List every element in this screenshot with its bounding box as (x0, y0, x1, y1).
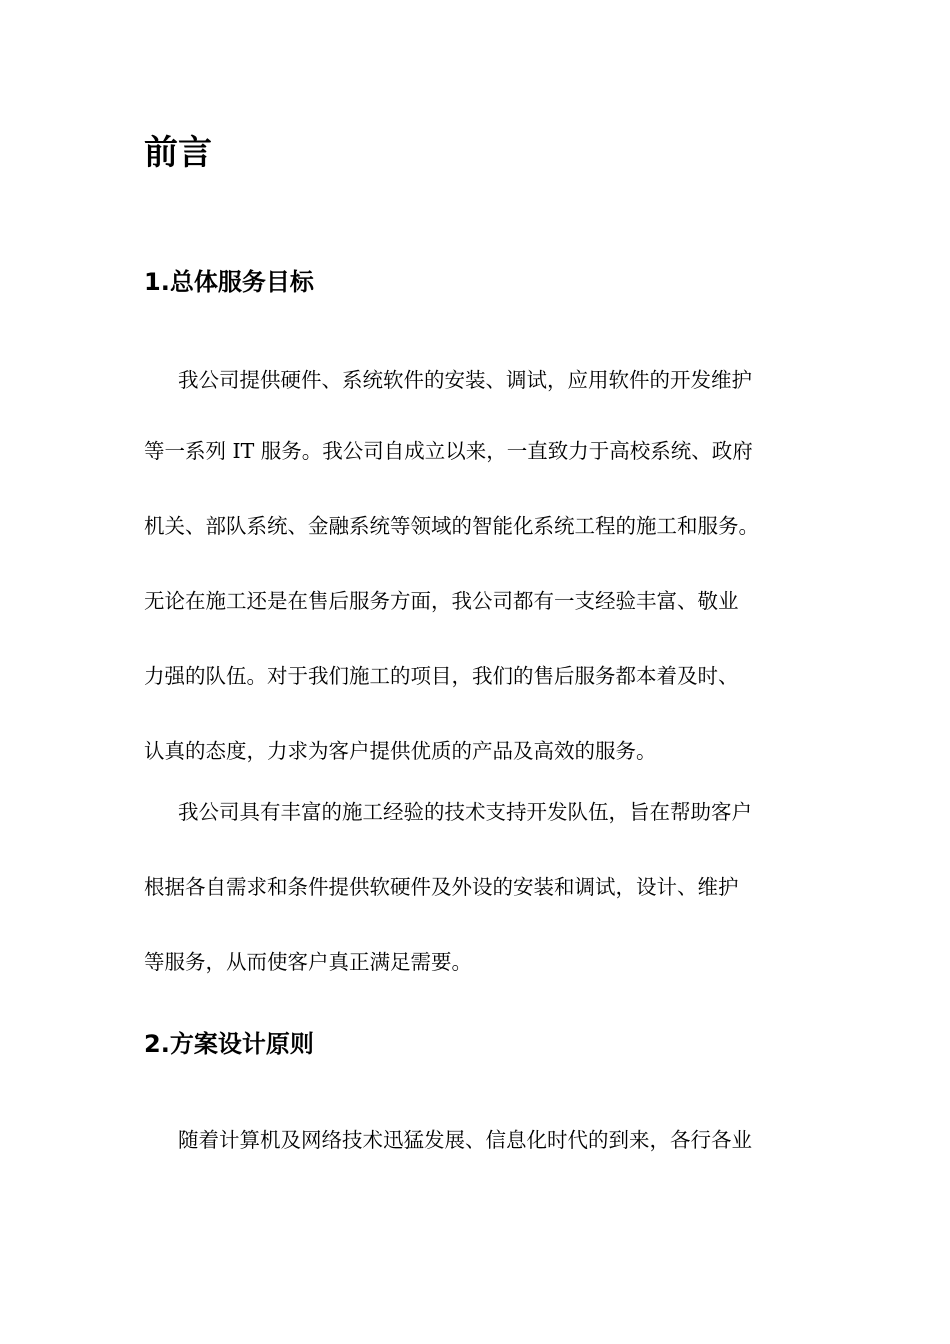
paragraph-line: 无论在施工还是在售后服务方面，我公司都有一支经验丰富、敬业 (144, 589, 739, 613)
paragraph-line: 等服务，从而使客户真正满足需要。 (144, 950, 472, 974)
page-title: 前言 (144, 133, 212, 173)
paragraph-line: 随着计算机及网络技术迅猛发展、信息化时代的到来，各行各业 (178, 1128, 752, 1152)
section-heading-1: 1.总体服务目标 (144, 268, 314, 296)
paragraph-line: 力强的队伍。对于我们施工的项目，我们的售后服务都本着及时、 (144, 664, 739, 688)
paragraph-line: 我公司提供硬件、系统软件的安装、调试，应用软件的开发维护 (178, 368, 752, 392)
paragraph-line: 等一系列 IT 服务。我公司自成立以来，一直致力于高校系统、政府 (144, 439, 753, 463)
paragraph-line: 认真的态度，力求为客户提供优质的产品及高效的服务。 (144, 739, 657, 763)
paragraph-line: 机关、部队系统、金融系统等领域的智能化系统工程的施工和服务。 (144, 514, 759, 538)
paragraph-line: 根据各自需求和条件提供软硬件及外设的安装和调试，设计、维护 (144, 875, 739, 899)
section-heading-2: 2.方案设计原则 (144, 1030, 314, 1058)
paragraph-line: 我公司具有丰富的施工经验的技术支持开发队伍，旨在帮助客户 (178, 800, 752, 824)
